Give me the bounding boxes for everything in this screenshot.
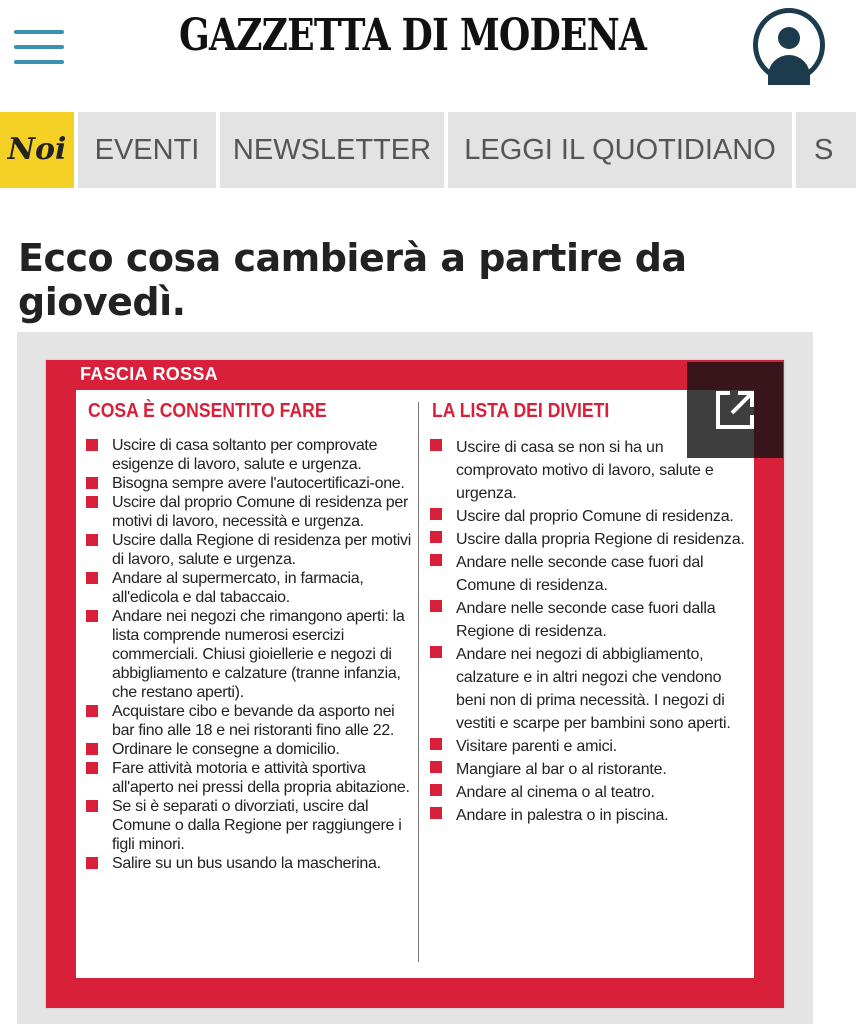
allowed-list bbox=[86, 436, 416, 873]
list-item: Ordinare le consegne a domicilio. bbox=[86, 740, 416, 759]
section-nav bbox=[0, 112, 834, 188]
site-header bbox=[0, 0, 825, 100]
list-item: Salire su un bus usando la mascherina. bbox=[86, 854, 416, 873]
tab-newsletter[interactable]: NEWSLETTER bbox=[220, 112, 444, 188]
list-item: Uscire dal proprio Comune di residenza. bbox=[430, 505, 746, 528]
forbidden-title: LA LISTA DEI DIVIETI bbox=[432, 400, 610, 422]
list-item: Mangiare al bar o al ristorante. bbox=[430, 758, 746, 781]
list-item: Uscire di casa soltanto per comprovate esigenze di lavoro, salute e urgenza. bbox=[86, 436, 416, 474]
tab-leggi-il-quotidiano[interactable]: LEGGI IL QUOTIDIANO bbox=[448, 112, 792, 188]
allowed-title: COSA È CONSENTITO FARE bbox=[88, 400, 327, 422]
list-item: Andare nelle seconde case fuori dal Comune di residenza. bbox=[430, 551, 746, 597]
list-item: Uscire di casa se non si ha un comprovato motivo di lavoro, salute e urgenza. bbox=[430, 436, 746, 505]
list-item: Andare nei negozi di abbigliamento, calzature e in altri negozi che vendono beni non di prima necessità. I negozi di vestiti e scarpe per bambini sono aperti. bbox=[430, 643, 746, 735]
list-item: Andare in palestra o in piscina. bbox=[430, 804, 746, 827]
list-item: Uscire dalla propria Regione di residenza. bbox=[430, 528, 746, 551]
tab-eventi[interactable]: EVENTI bbox=[78, 112, 216, 188]
list-item: Uscire dal proprio Comune di residenza per motivi di lavoro, necessità e urgenza. bbox=[86, 493, 416, 531]
list-item: Andare al supermercato, in farmacia, all'edicola e dal tabaccaio. bbox=[86, 569, 416, 607]
forbidden-list bbox=[430, 436, 746, 827]
list-item: Visitare parenti e amici. bbox=[430, 735, 746, 758]
column-divider bbox=[418, 402, 419, 962]
tab-more[interactable]: S bbox=[796, 112, 856, 188]
infographic-body bbox=[76, 390, 754, 978]
infographic-label: FASCIA ROSSA bbox=[80, 364, 218, 384]
site-logo[interactable]: GAZZETTA DI MODENA bbox=[178, 10, 647, 61]
list-item: Andare al cinema o al teatro. bbox=[430, 781, 746, 804]
open-in-new-icon[interactable] bbox=[687, 362, 783, 458]
list-item: Bisogna sempre avere l'autocertificazi-one. bbox=[86, 474, 416, 493]
list-item: Andare nei negozi che rimangono aperti: la lista comprende numerosi esercizi commerciali. Chiusi gioiellerie e negozi di abbigliamento e calzature (tranne infanzia, che restano aperti). bbox=[86, 607, 416, 702]
list-item: Se si è separati o divorziati, uscire dal Comune o dalla Regione per raggiungere i figli minori. bbox=[86, 797, 416, 854]
article-headline: Ecco cosa cambierà a partire da giovedì. bbox=[18, 236, 687, 324]
list-item: Acquistare cibo e bevande da asporto nei bar fino alle 18 e nei ristoranti fino alle 22. bbox=[86, 702, 416, 740]
hamburger-menu-icon[interactable] bbox=[14, 30, 64, 66]
list-item: Andare nelle seconde case fuori dalla Regione di residenza. bbox=[430, 597, 746, 643]
user-account-icon[interactable] bbox=[753, 8, 825, 82]
tab-noi[interactable]: Noi bbox=[0, 112, 74, 188]
infographic-card bbox=[46, 360, 784, 1008]
list-item: Fare attività motoria e attività sportiva all'aperto nei pressi della propria abitazione. bbox=[86, 759, 416, 797]
list-item: Uscire dalla Regione di residenza per motivi di lavoro, salute e urgenza. bbox=[86, 531, 416, 569]
